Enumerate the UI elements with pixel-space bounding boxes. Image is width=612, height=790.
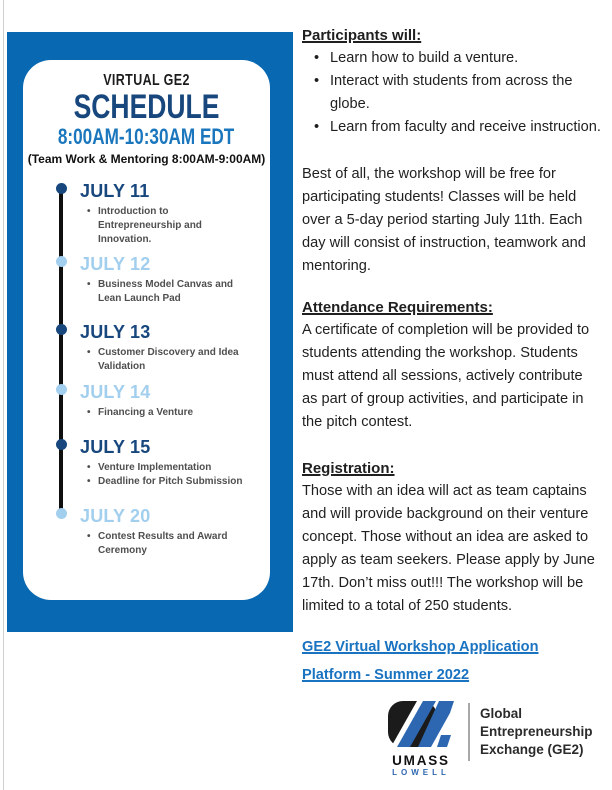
logo-org-text: Global Entrepreneurship Exchange (GE2) xyxy=(480,706,593,757)
timeline-item: • Deadline for Pitch Submission xyxy=(98,475,262,489)
registration-section: Registration: Those with an idea will act as team captains and will provide background on their venture concept. Those without an idea are asked to apply as team seekers. Please apply by June 17th. Don’t miss out!!! The workshop will be limited to a total of 250 students. xyxy=(302,457,612,618)
timeline-date: JULY 20 xyxy=(80,506,151,526)
timeline-dot xyxy=(56,439,67,450)
timeline-entry-july-12 xyxy=(80,253,262,306)
application-platform-link[interactable]: GE2 Virtual Workshop Application Platform - Summer 2022 xyxy=(302,639,539,683)
participants-heading: Participants will: xyxy=(302,27,422,44)
timeline-item: • Venture Implementation xyxy=(98,461,262,475)
attendance-section: Attendance Requirements: A certificate of completion will be provided to students attending the workshop. Students must attend all sessions, actively contribute as part of group activities, and participate in the pitch contest. xyxy=(302,296,612,434)
timeline-dot xyxy=(56,324,67,335)
timeline-dot xyxy=(56,508,67,519)
timeline-date: JULY 11 xyxy=(80,181,150,201)
timeline-item: • Business Model Canvas and Lean Launch Pad xyxy=(98,278,262,306)
schedule-panel xyxy=(7,32,293,632)
list-item: • Learn from faculty and receive instruction. xyxy=(330,116,612,139)
attendance-heading: Attendance Requirements: xyxy=(302,299,493,316)
logo-divider xyxy=(468,703,470,761)
timeline-date: JULY 15 xyxy=(80,437,151,457)
timeline-date: JULY 13 xyxy=(80,322,151,342)
timeline-entry-july-15 xyxy=(80,436,262,489)
timeline-line xyxy=(59,189,63,514)
list-item: • Learn how to build a venture. xyxy=(330,47,612,70)
list-item: • Interact with students from across the globe. xyxy=(330,70,612,116)
schedule-title-top: VIRTUAL GE2 xyxy=(103,72,190,89)
intro-paragraph: Best of all, the workshop will be free for participating students! Classes will be held over a 5-day period starting July 11th. Each day will consist of instruction, teamwork and mentoring. xyxy=(302,166,586,274)
timeline-entry-july-11 xyxy=(80,180,262,247)
schedule-card xyxy=(23,60,270,600)
timeline-entry-july-20 xyxy=(80,505,262,558)
timeline-dot xyxy=(56,183,67,194)
timeline-dot xyxy=(56,256,67,267)
schedule-subtitle: (Team Work & Mentoring 8:00AM-9:00AM) xyxy=(27,152,266,166)
registration-heading: Registration: xyxy=(302,460,395,477)
timeline-date: JULY 12 xyxy=(80,254,151,274)
timeline-entry-july-14 xyxy=(80,381,262,420)
timeline-item: • Financing a Venture xyxy=(98,406,262,420)
participants-section xyxy=(302,24,612,139)
timeline-entry-july-13 xyxy=(80,321,262,374)
timeline-date: JULY 14 xyxy=(80,382,151,402)
logo-umass-text: UMASS xyxy=(392,753,450,768)
info-column xyxy=(302,24,612,778)
umass-lowell-logo-icon xyxy=(388,701,454,749)
timeline-item: • Contest Results and Award Ceremony xyxy=(98,530,262,558)
logo-lowell-text: LOWELL xyxy=(392,768,450,777)
timeline-item: • Introduction to Entrepreneurship and Innovation. xyxy=(98,205,262,247)
timeline-item: • Customer Discovery and Idea Validation xyxy=(98,346,262,374)
schedule-header xyxy=(23,60,270,167)
timeline-dot xyxy=(56,384,67,395)
page-edge-line xyxy=(3,0,4,790)
schedule-title-main: SCHEDULE xyxy=(73,88,220,126)
umass-lowell-logo xyxy=(386,701,612,778)
umass-lowell-logo-mark xyxy=(386,701,456,778)
schedule-title-time: 8:00AM-10:30AM EDT xyxy=(58,124,235,149)
